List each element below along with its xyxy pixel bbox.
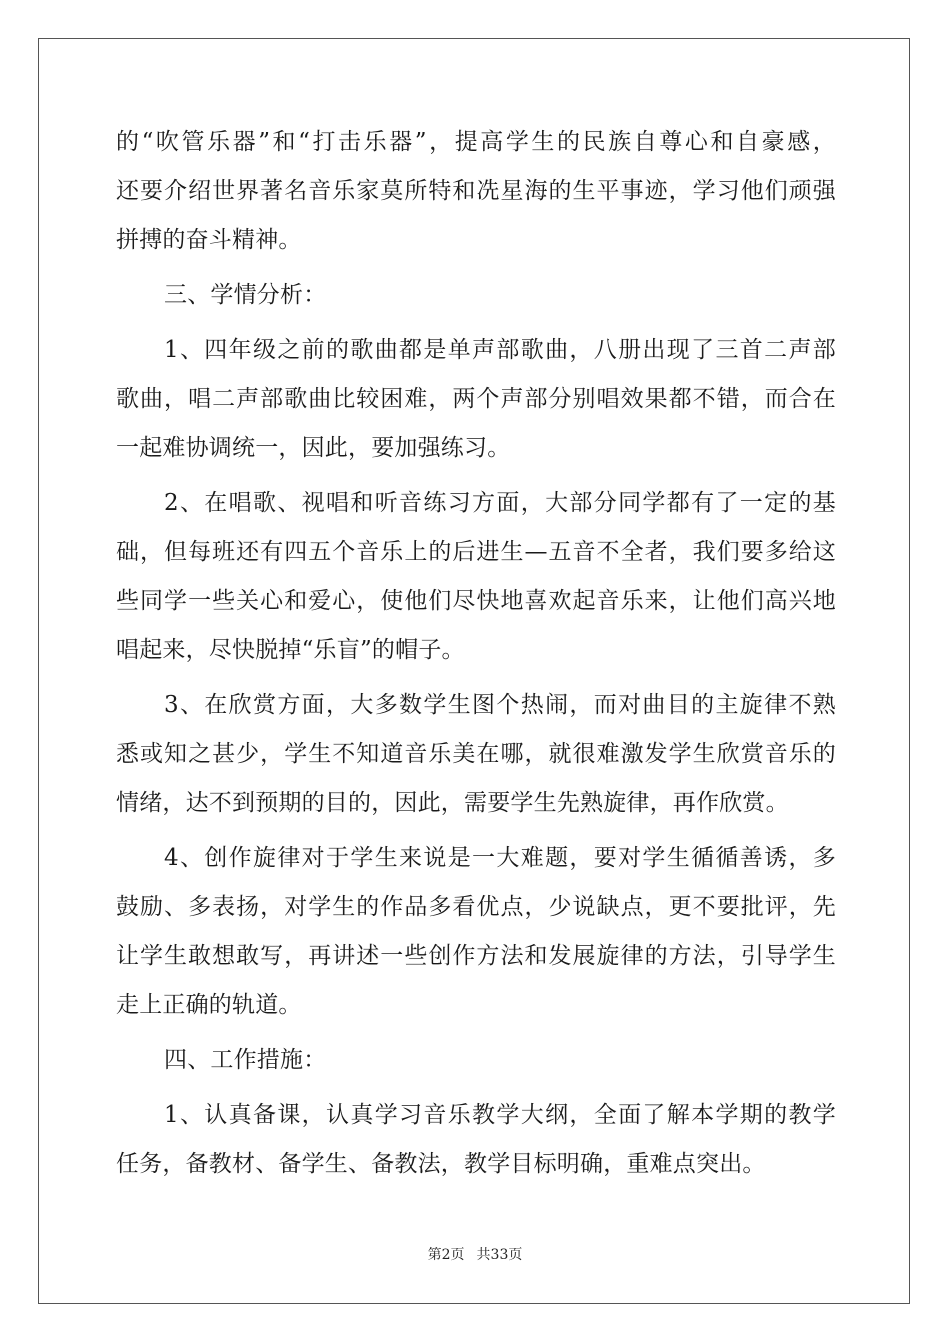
- page-footer: [0, 1244, 950, 1264]
- text-line: 些同学一些关心和爱心，使他们尽快地喜欢起音乐来，让他们高兴地: [116, 588, 836, 614]
- text-line: 歌曲，唱二声部歌曲比较困难，两个声部分别唱效果都不错，而合在: [116, 386, 836, 412]
- text-line: 2、在唱歌、视唱和听音练习方面，大部分同学都有了一定的基: [164, 490, 836, 516]
- text-line: 1、认真备课，认真学习音乐教学大纲，全面了解本学期的教学: [164, 1102, 836, 1128]
- text-line: 任务，备教材、备学生、备教法，教学目标明确，重难点突出。: [116, 1151, 766, 1177]
- text-line: 唱起来，尽快脱掉“乐盲”的帽子。: [116, 637, 465, 663]
- section-heading: 三、学情分析：: [164, 282, 327, 308]
- text-line: 的“吹管乐器”和“打击乐器”，提高学生的民族自尊心和自豪感，: [116, 129, 836, 155]
- page-number: 第2页: [427, 1247, 465, 1263]
- text-line: 一起难协调统一，因此，要加强练习。: [116, 435, 511, 461]
- document-body: [116, 118, 836, 1189]
- text-line: 走上正确的轨道。: [116, 992, 302, 1018]
- text-line: 础，但每班还有四五个音乐上的后进生—五音不全者，我们要多给这: [116, 539, 836, 565]
- text-line: 让学生敢想敢写，再讲述一些创作方法和发展旋律的方法，引导学生: [116, 943, 836, 969]
- section-heading: 四、工作措施：: [164, 1047, 327, 1073]
- text-line: 悉或知之甚少，学生不知道音乐美在哪，就很难激发学生欣赏音乐的: [116, 741, 836, 767]
- text-line: 4、创作旋律对于学生来说是一大难题，要对学生循循善诱，多: [164, 845, 836, 871]
- text-line: 1、四年级之前的歌曲都是单声部歌曲，八册出现了三首二声部: [164, 337, 836, 363]
- text-line: 鼓励、多表扬，对学生的作品多看优点，少说缺点，更不要批评，先: [116, 894, 836, 920]
- text-line: 3、在欣赏方面，大多数学生图个热闹，而对曲目的主旋律不熟: [164, 692, 836, 718]
- page-total: 共33页: [476, 1247, 523, 1263]
- text-line: 拼搏的奋斗精神。: [116, 227, 302, 253]
- text-line: 还要介绍世界著名音乐家莫所特和冼星海的生平事迹，学习他们顽强: [116, 178, 836, 204]
- text-line: 情绪，达不到预期的目的，因此，需要学生先熟旋律，再作欣赏。: [116, 790, 789, 816]
